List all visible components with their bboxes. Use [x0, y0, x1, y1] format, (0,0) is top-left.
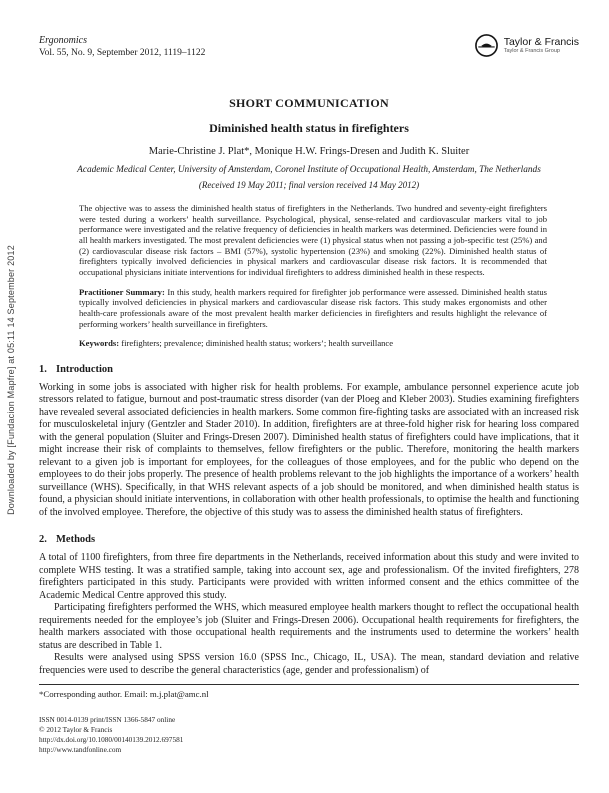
imprint-block — [39, 715, 579, 754]
journal-issue-line: Vol. 55, No. 9, September 2012, 1119–1122 — [39, 48, 206, 58]
methods-heading — [39, 534, 579, 545]
section-number: 2. — [39, 534, 47, 546]
section-number: 1. — [39, 363, 47, 375]
download-watermark: Downloaded by [Fundacion Mapfre] at 05:11 14 September 2012 — [6, 245, 16, 515]
abstract-block — [79, 203, 547, 349]
received-dates: (Received 19 May 2011; final version received 14 May 2012) — [198, 180, 420, 190]
article-kicker: SHORT COMMUNICATION — [229, 96, 389, 110]
methods-paragraph-2: Participating firefighters performed the WHS, which measured employee health markers thought to reflect the occupational health requirements needed for the employee’s job (Sluiter and Frings-Dresen 2006). Occupational health requirements for firefighters, the health markers associated with those occupational health requirements and the instruments used to determine the workers’ health status are described in Table 1. — [39, 602, 579, 651]
introduction-heading — [39, 364, 579, 375]
corresponding-author-note: *Corresponding author. Email: m.j.plat@amc.nl — [39, 689, 209, 700]
journal-info — [39, 35, 205, 59]
publisher-name: Taylor & Francis — [503, 35, 579, 48]
publisher-logo — [474, 33, 579, 58]
keywords-line — [79, 338, 547, 349]
publisher-group: Taylor & Francis Group — [503, 47, 560, 54]
article-authors: Marie-Christine J. Plat*, Monique H.W. Frings-Dresen and Judith K. Sluiter — [148, 146, 470, 157]
section-title: Introduction — [56, 363, 113, 375]
section-title: Methods — [56, 534, 96, 546]
methods-paragraph-1: A total of 1100 firefighters, from three fire departments in the Netherlands, received information about this study and were invited to complete WHS testing. It was a stratified sample, taking into account sex, age and professionalism. Of the invited firefighters, 278 firefighters participated in this study. Participants were provided with written informed consent and the ethics committee of the Academic Medical Centre approved this study. — [39, 552, 579, 601]
article-affiliation: Academic Medical Center, University of Amsterdam, Coronel Institute of Occupational Health, Amsterdam, The Netherlands — [77, 165, 541, 175]
website-line: http://www.tandfonline.com — [39, 744, 122, 754]
practitioner-summary — [79, 287, 547, 330]
doi-line: http://dx.doi.org/10.1080/00140139.2012.697581 — [39, 735, 184, 745]
abstract-text: The objective was to assess the diminished health status of firefighters in the Netherlands. Two hundred and seventy-eight firefighters were tested during a workers’ health surveillance. Psychological, physical, sense-related and cardiovascular markers vital to job performance were investigated and the relative frequency of deficiencies in health markers was determined. Deficiencies were found in all health markers investigated. The most prevalent deficiencies were (1) physical status when not passing a job-specific test (25%) and (2) cardiovascular disease risk factors – BMI (57%), systolic hypertension (23%) and smoking (22%). Diminished health status of firefighters typically involved deficiencies in physical markers and cardiovascular disease risk factors. It is recommended that occupational physicians initiate interventions for individual firefighters to address diminished health in these respects. — [79, 203, 547, 277]
keywords-text: firefighters; prevalence; diminished health status; workers’; health surveillance — [119, 338, 394, 349]
methods-paragraph-3: Results were analysed using SPSS version 16.0 (SPSS Inc., Chicago, IL, USA). The mean, standard deviation and relative frequencies were used to describe the general characteristics (age, gender and professionalism) of — [39, 652, 579, 676]
publisher-text — [504, 37, 579, 55]
issn-line: ISSN 0014-0139 print/ISSN 1366-5847 online — [39, 715, 176, 725]
section-methods — [39, 534, 579, 677]
practitioner-summary-label: Practitioner Summary: — [79, 286, 165, 297]
page-header — [39, 35, 579, 59]
section-introduction — [39, 364, 579, 520]
taylor-francis-logo-icon — [474, 33, 499, 58]
copyright-line: © 2012 Taylor & Francis — [39, 725, 113, 735]
practitioner-summary-text: In this study, health markers required for firefighter job performance were assessed. Diminished health status typically involved deficiencies in physical markers and cardiovascular disease risk factors. This study makes ergonomists and other health-care professionals aware of the most prevalent health marker deficiencies in firefighters and results highlight the relevance of performing workers’ health surveillance in firefighters. — [79, 286, 547, 329]
introduction-paragraph: Working in some jobs is associated with higher risk for health problems. For example, ambulance personnel experience acute job stressors related to fatigue, burnout and post-traumatic stress disorder (van der Ploeg and Kleber 2003). Studies examining firefighters have revealed several associated deficiencies in health markers. Some common fire-fighting tasks are associated with an increased risk for musculoskeletal injury (Gentzler and Stader 2010). In addition, firefighters are at three-fold higher risk for hearing loss compared with the general population (Sluiter and Frings-Dresen 2007). Diminished health status of firefighters could have implications, that it might increase their risk of complaints to themselves, fellow firefighters or the public. Therefore, monitoring the health markers relevant to a given job is important for employees, for the colleagues of those employees, and for the public who depend on the employees to do their jobs properly. The presence of health problems relevant to the job highlights the importance of a workers’ health surveillance (WHS). Specifically, in that WHS relevant aspects of a job should be monitored, and when diminished health status is found, a physician should initiate interventions, in collaboration with other health professionals, to optimise the health and functioning of the involved employee. Therefore, the objective of this study was to assess the diminished health status of firefighters. — [39, 381, 579, 518]
article-title: Diminished health status in firefighters — [209, 121, 409, 135]
keywords-label: Keywords: — [79, 338, 120, 349]
journal-name: Ergonomics — [39, 35, 87, 46]
